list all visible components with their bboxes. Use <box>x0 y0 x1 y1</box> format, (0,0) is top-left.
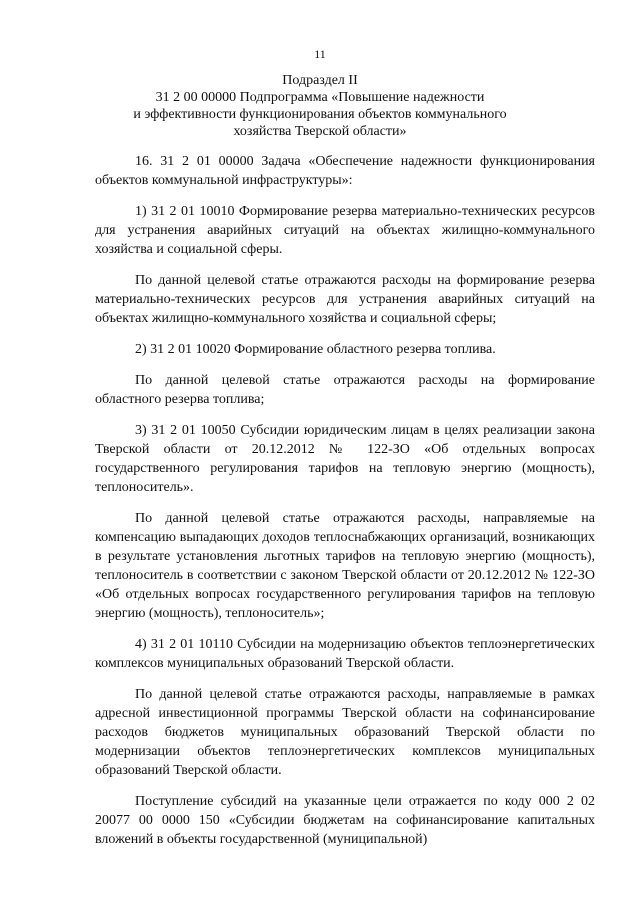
paragraph-item-2: 2) 31 2 01 10020 Формирование областного резерва топлива. <box>135 342 496 357</box>
paragraph-item-4: 4) 31 2 01 10110 Субсидии на модернизацию объектов теплоэнергетических комплексов муниципальных образований Тверской области. <box>95 637 595 671</box>
paragraph-item-3: 3) 31 2 01 10050 Субсидии юридическим лицам в целях реализации закона Тверской области от 20.12.2012 № 122-ЗО «Об отдельных вопросах государственного регулирования тарифов на тепловую энергию (мощность), теплоноситель». <box>95 423 595 495</box>
heading-line-4: хозяйства Тверской области» <box>233 124 407 139</box>
heading-line-1: Подраздел II <box>282 73 358 88</box>
page-number: 11 <box>314 47 326 61</box>
paragraph-item-2-description: По данной целевой статье отражаются расходы на формирование областного резерва топлива; <box>95 373 595 407</box>
heading-line-3: и эффективности функционирования объектов коммунального <box>133 107 507 122</box>
paragraph-item-4-description: По данной целевой статье отражаются расходы, направляемые в рамках адресной инвестиционной программы Тверской области на софинансирование расходов бюджетов муниципальных образований Тверской области по модернизации объектов теплоэнергетических комплексов муниципальных образований Тверской области. <box>95 687 595 778</box>
document-body <box>95 152 595 861</box>
paragraph-item-1-description: По данной целевой статье отражаются расходы на формирование резерва материально-технических ресурсов для устранения аварийных ситуаций на объектах жилищно-коммунального хозяйства и социальной сферы; <box>95 273 595 326</box>
paragraph-subsidy-code: Поступление субсидий на указанные цели отражается по коду 000 2 02 20077 00 0000 150 «Субсидии бюджетам на софинансирование капитальных вложений в объекты государственной (муниципальной) <box>95 794 595 847</box>
paragraph-item-1: 1) 31 2 01 10010 Формирование резерва материально-технических ресурсов для устранения аварийных ситуаций на объектах жилищно-коммунального хозяйства и социальной сферы. <box>95 204 595 257</box>
heading-line-2: 31 2 00 00000 Подпрограмма «Повышение надежности <box>155 90 485 105</box>
paragraph-task-16: 16. 31 2 01 00000 Задача «Обеспечение надежности функционирования объектов коммунальной инфраструктуры»: <box>95 154 595 188</box>
section-heading <box>80 72 560 140</box>
paragraph-item-3-description: По данной целевой статье отражаются расходы, направляемые на компенсацию выпадающих доходов теплоснабжающих организаций, возникающих в результате установления льготных тарифов на тепловую энергию (мощность), теплоноситель в соответствии с законом Тверской области от 20.12.2012 № 122-ЗО «Об отдельных вопросах государственного регулирования тарифов на тепловую энергию (мощность), теплоноситель»; <box>95 511 595 621</box>
